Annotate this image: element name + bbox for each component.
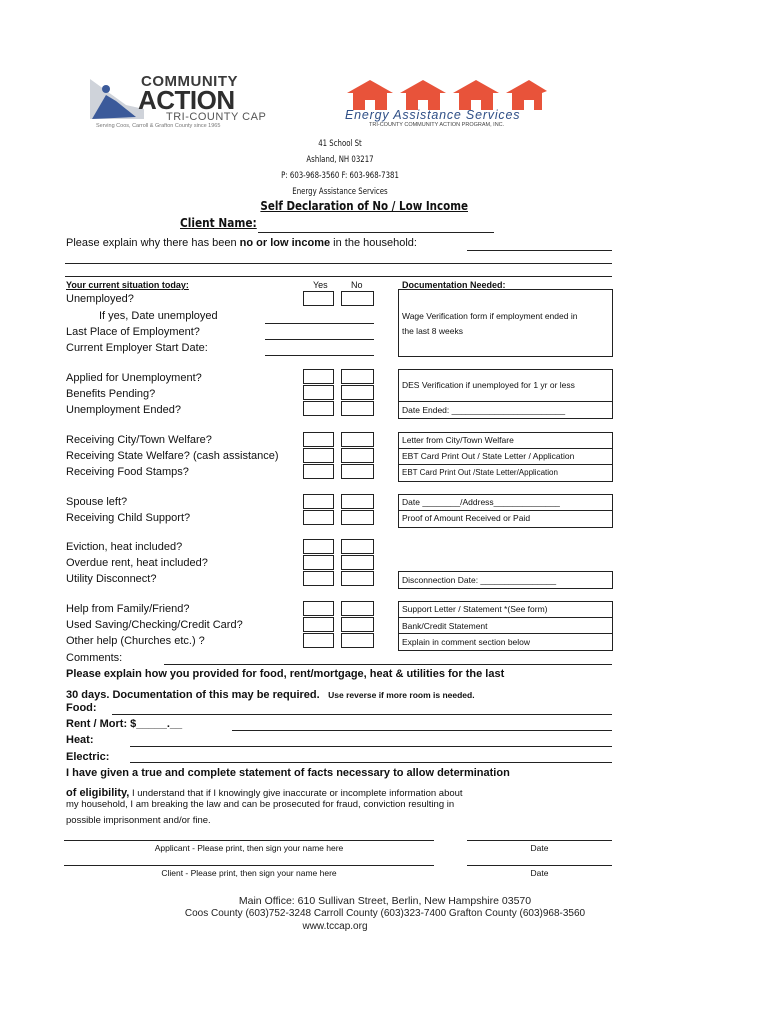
food-line[interactable] xyxy=(112,714,612,715)
address-city: Ashland, NH 03217 xyxy=(306,155,374,165)
client-date-label: Date xyxy=(530,868,549,878)
other-help-yes-checkbox[interactable] xyxy=(303,633,334,648)
yes-header: Yes xyxy=(313,280,328,290)
doc-header: Documentation Needed: xyxy=(402,280,506,290)
footer-counties: Coos County (603)752-3248 Carroll County (603)323-7400 Grafton County (603)968-3560 xyxy=(184,908,586,919)
electric-line[interactable] xyxy=(130,762,612,763)
doc-welfare-line1: Letter from City/Town Welfare xyxy=(402,435,514,445)
q-spouse-left: Spouse left? xyxy=(66,496,128,508)
doc-box-wage xyxy=(398,289,613,357)
provide-bold: 30 days. Documentation of this may be required. xyxy=(66,689,320,701)
q-unemployed: Unemployed? xyxy=(66,293,134,305)
child-support-no-checkbox[interactable] xyxy=(341,510,374,525)
comments-label: Comments: xyxy=(66,652,123,664)
city-welfare-yes-checkbox[interactable] xyxy=(303,432,334,447)
client-sign-line[interactable] xyxy=(64,865,434,866)
address-street: 41 School St xyxy=(318,139,362,149)
doc-help-line1: Support Letter / Statement *(See form) xyxy=(402,604,548,614)
q-state-welfare: Receiving State Welfare? (cash assistance) xyxy=(66,450,279,462)
child-support-yes-checkbox[interactable] xyxy=(303,510,334,525)
explain-end: in the household: xyxy=(330,237,417,249)
energy-logo-subtitle: TRI-COUNTY COMMUNITY ACTION PROGRAM, INC. xyxy=(369,122,505,128)
client-name-line[interactable] xyxy=(258,232,494,233)
q-child-support: Receiving Child Support? xyxy=(66,512,191,524)
q-city-welfare: Receiving City/Town Welfare? xyxy=(66,434,212,446)
q-eviction: Eviction, heat included? xyxy=(66,541,183,553)
provide-line2 xyxy=(66,685,475,703)
logo-line-action: ACTION xyxy=(138,85,235,115)
no-header: No xyxy=(351,280,363,290)
q-help-family: Help from Family/Friend? xyxy=(66,603,190,615)
applied-no-checkbox[interactable] xyxy=(341,369,374,384)
provide-small: Use reverse if more room is needed. xyxy=(328,690,475,700)
q-overdue-rent: Overdue rent, heat included? xyxy=(66,557,208,569)
comments-line[interactable] xyxy=(164,664,612,665)
disconnect-yes-checkbox[interactable] xyxy=(303,571,334,586)
doc-des-line2: Date Ended: ________________________ xyxy=(402,405,566,415)
address-phone: P: 603-968-3560 F: 603-968-7381 xyxy=(281,171,399,181)
q-unemployment-ended: Unemployment Ended? xyxy=(66,404,181,416)
houses-icon xyxy=(347,80,547,110)
unemployed-no-checkbox[interactable] xyxy=(341,291,374,306)
doc-help-line3: Explain in comment section below xyxy=(402,637,531,647)
logo-line-tricounty: TRI-COUNTY CAP xyxy=(166,111,267,123)
food-stamps-no-checkbox[interactable] xyxy=(341,464,374,479)
pending-no-checkbox[interactable] xyxy=(341,385,374,400)
savings-yes-checkbox[interactable] xyxy=(303,617,334,632)
explain-bold: no or low income xyxy=(239,237,331,249)
statement-line3: my household, I am breaking the law and can be prosecuted for fraud, conviction resulting in xyxy=(66,799,455,810)
unemployed-yes-checkbox[interactable] xyxy=(303,291,334,306)
explain-line-2[interactable] xyxy=(65,263,612,264)
community-action-logo xyxy=(86,73,282,133)
applicant-date-line[interactable] xyxy=(467,840,612,841)
doc-welfare-line2: EBT Card Print Out / State Letter / Application xyxy=(402,451,575,461)
doc-wage-line1: Wage Verification form if employment ended in xyxy=(402,311,578,321)
client-name-label: Client Name: xyxy=(180,216,257,230)
doc-disconnect-line1: Disconnection Date: ________________ xyxy=(402,575,557,585)
family-no-checkbox[interactable] xyxy=(341,601,374,616)
address-block xyxy=(240,136,440,200)
energy-logo-title: Energy Assistance Services xyxy=(345,108,521,122)
electric-label: Electric: xyxy=(66,751,110,763)
q-food-stamps: Receiving Food Stamps? xyxy=(66,466,189,478)
doc-help-divider-1 xyxy=(398,617,612,618)
city-welfare-no-checkbox[interactable] xyxy=(341,432,374,447)
q-utility-disconnect: Utility Disconnect? xyxy=(66,573,157,585)
q-last-employment: Last Place of Employment? xyxy=(66,326,200,338)
heat-line[interactable] xyxy=(130,746,612,747)
statement-line4: possible imprisonment and/or fine. xyxy=(66,815,211,826)
family-yes-checkbox[interactable] xyxy=(303,601,334,616)
energy-assistance-logo xyxy=(343,80,583,130)
food-label: Food: xyxy=(66,702,97,714)
overdue-yes-checkbox[interactable] xyxy=(303,555,334,570)
doc-welfare-line3: EBT Card Print Out /State Letter/Application xyxy=(402,468,558,477)
q-date-unemployed: If yes, Date unemployed xyxy=(99,310,218,322)
state-welfare-yes-checkbox[interactable] xyxy=(303,448,334,463)
client-sign-label: Client - Please print, then sign your name here xyxy=(161,868,337,878)
date-unemployed-line[interactable] xyxy=(265,323,374,324)
employer-start-line[interactable] xyxy=(265,355,374,356)
applied-yes-checkbox[interactable] xyxy=(303,369,334,384)
doc-welfare-divider-1 xyxy=(398,448,612,449)
q-benefits-pending: Benefits Pending? xyxy=(66,388,156,400)
disconnect-no-checkbox[interactable] xyxy=(341,571,374,586)
ended-yes-checkbox[interactable] xyxy=(303,401,334,416)
situation-header: Your current situation today: xyxy=(66,280,189,290)
explain-line-3[interactable] xyxy=(65,276,612,277)
provide-line1: Please explain how you provided for food, rent/mortgage, heat & utilities for the last xyxy=(66,668,505,680)
doc-spouse-divider xyxy=(398,510,612,511)
rent-line[interactable] xyxy=(232,730,612,731)
eviction-yes-checkbox[interactable] xyxy=(303,539,334,554)
applicant-date-label: Date xyxy=(530,843,549,853)
doc-spouse-line1: Date ________/Address______________ xyxy=(402,497,560,507)
form-title: Self Declaration of No / Low Income xyxy=(260,199,468,213)
doc-des-line1: DES Verification if unemployed for 1 yr or less xyxy=(402,380,575,390)
applicant-sign-label: Applicant - Please print, then sign your name here xyxy=(154,843,344,853)
eviction-no-checkbox[interactable] xyxy=(341,539,374,554)
pending-yes-checkbox[interactable] xyxy=(303,385,334,400)
food-stamps-yes-checkbox[interactable] xyxy=(303,464,334,479)
spouse-yes-checkbox[interactable] xyxy=(303,494,334,509)
logo-figure-icon xyxy=(86,75,144,121)
q-other-help: Other help (Churches etc.) ? xyxy=(66,635,205,647)
doc-des-divider xyxy=(398,401,612,402)
logo-tagline: Serving Coos, Carroll & Grafton County since 1965 xyxy=(96,123,221,129)
rent-label: Rent / Mort: $_____.__ xyxy=(66,718,183,730)
explain-line-1[interactable] xyxy=(467,250,612,251)
address-dept: Energy Assistance Services xyxy=(292,187,388,197)
explain-prompt xyxy=(66,237,417,249)
footer-web: www.tccap.org xyxy=(302,921,368,932)
statement-rest: I understand that if I knowingly give inaccurate or incomplete information about xyxy=(129,788,463,799)
heat-label: Heat: xyxy=(66,734,94,746)
ended-no-checkbox[interactable] xyxy=(341,401,374,416)
statement-bold: of eligibility, xyxy=(66,787,130,799)
q-used-savings: Used Saving/Checking/Credit Card? xyxy=(66,619,243,631)
client-date-line[interactable] xyxy=(467,865,612,866)
overdue-no-checkbox[interactable] xyxy=(341,555,374,570)
doc-welfare-divider-2 xyxy=(398,464,612,465)
logo-line-community: COMMUNITY xyxy=(141,73,238,90)
last-employment-line[interactable] xyxy=(265,339,374,340)
savings-no-checkbox[interactable] xyxy=(341,617,374,632)
explain-text: Please explain why there has been xyxy=(66,237,240,249)
q-employer-start: Current Employer Start Date: xyxy=(66,342,208,354)
doc-help-divider-2 xyxy=(398,633,612,634)
other-help-no-checkbox[interactable] xyxy=(341,633,374,648)
q-applied-unemployment: Applied for Unemployment? xyxy=(66,372,202,384)
footer-main: Main Office: 610 Sullivan Street, Berlin, New Hampshire 03570 xyxy=(238,895,532,907)
state-welfare-no-checkbox[interactable] xyxy=(341,448,374,463)
statement-line1: I have given a true and complete statement of facts necessary to allow determination xyxy=(66,767,510,779)
doc-wage-line2: the last 8 weeks xyxy=(402,326,463,336)
spouse-no-checkbox[interactable] xyxy=(341,494,374,509)
doc-help-line2: Bank/Credit Statement xyxy=(402,621,488,631)
applicant-sign-line[interactable] xyxy=(64,840,434,841)
doc-spouse-line2: Proof of Amount Received or Paid xyxy=(402,513,531,523)
